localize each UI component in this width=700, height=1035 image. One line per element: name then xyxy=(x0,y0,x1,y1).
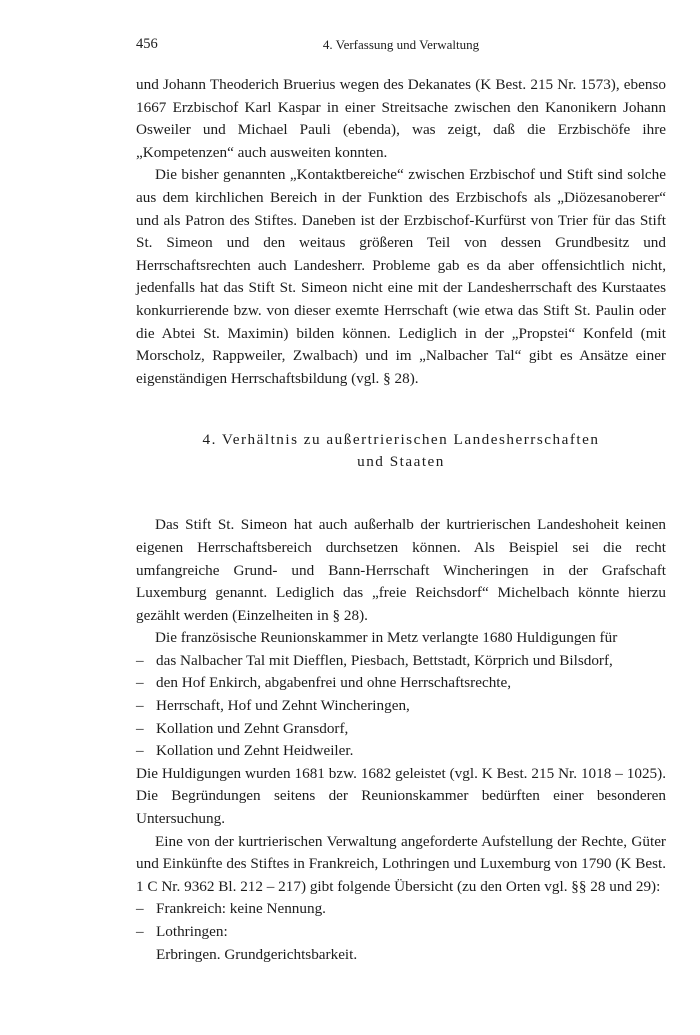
list-item-text: Frankreich: keine Nennung. xyxy=(156,900,326,918)
list-item xyxy=(136,650,666,673)
dash-bullet: – xyxy=(136,719,144,737)
paragraph: Die bisher genannten „Kontaktbereiche“ zwischen Erzbischof und Stift sind solche aus dem kirchlichen Bereich in der Funktion des Erzbischofs als „Diözesanoberer“ und als Patron des Stiftes. Daneben ist der Erzbischof-Kurfürst von Trier für das Stift St. Simeon und den weitaus größeren Teil von dessen Grundbesitz und Herrschaftsrechten auch Landesherr. Probleme gab es da aber offensichtlich nicht, jedenfalls hat das Stift St. Simeon nicht eine mit der Landesherrschaft des Kurstaates konkurrierende bzw. von dieser exemte Herrschaft (wie etwa das Stift St. Paulin oder die Abtei St. Maximin) bilden können. Lediglich in der „Propstei“ Konfeld (mit Morscholz, Rappweiler, Zwalbach) und im „Nalbacher Tal“ gibt es Ansätze einer eigenständigen Herrschaftsbildung (vgl. § 28). xyxy=(136,166,666,387)
dash-bullet: – xyxy=(136,900,144,918)
list-item-text: Kollation und Zehnt Gransdorf, xyxy=(156,719,349,737)
running-head: 4. Verfassung und Verwaltung xyxy=(322,37,480,52)
section-heading-line: und Staaten xyxy=(357,453,445,471)
paragraph: Das Stift St. Simeon hat auch außerhalb der kurtrierischen Landeshoheit keinen eigenen Herrschaftsbereich durchsetzen können. Als Beispiel sei die recht umfangreiche Grund- und Bann-Herrschaft Wincheringen in der Grafschaft Luxemburg genannt. Lediglich das „freie Reichsdorf“ Michelbach könnte hierzu gezählt werden (Einzelheiten in § 28). xyxy=(136,516,666,624)
paragraph: Die französische Reunionskammer in Metz verlangte 1680 Huldigungen für xyxy=(155,629,618,647)
page-number: 456 xyxy=(136,36,158,52)
list-item xyxy=(136,672,666,695)
body-text xyxy=(136,74,666,966)
dash-bullet: – xyxy=(136,923,144,940)
section-heading-line: 4. Verhältnis zu außertrierischen Landesherrschaften xyxy=(202,431,600,449)
list-item xyxy=(136,921,666,944)
list-item-text: Lothringen: xyxy=(156,923,228,940)
paragraph: Eine von der kurtrierischen Verwaltung angeforderte Aufstellung der Rechte, Güter und Einkünfte des Stiftes in Frankreich, Lothringen und Luxemburg von 1790 (K Best. 1 C Nr. 9362 Bl. 212 – 217) gibt folgende Übersicht (zu den Orten vgl. §§ 28 und 29): xyxy=(136,832,666,895)
list-item xyxy=(136,695,666,718)
overview-list xyxy=(136,898,666,943)
paragraph: Die Huldigungen wurden 1681 bzw. 1682 geleistet (vgl. K Best. 215 Nr. 1018 – 1025). Die Begründungen seitens der Reunionskammer bedürften einer besonderen Untersuchung. xyxy=(136,764,666,828)
section-heading xyxy=(136,429,666,473)
list-item xyxy=(136,898,666,921)
list-item-text: Kollation und Zehnt Heidweiler. xyxy=(156,742,354,760)
list-item-text: das Nalbacher Tal mit Diefflen, Piesbach, Bettstadt, Körprich und Bilsdorf, xyxy=(156,651,613,669)
list-item-continuation: Erbringen. Grundgerichtsbarkeit. xyxy=(156,945,358,963)
list-item xyxy=(136,718,666,741)
list-item xyxy=(136,740,666,763)
dash-bullet: – xyxy=(136,674,144,692)
book-page xyxy=(136,36,666,966)
page-header xyxy=(136,36,666,58)
paragraph-continuation: und Johann Theoderich Bruerius wegen des Dekanates (K Best. 215 Nr. 1573), ebenso 1667 Erzbischof Karl Kaspar in einer Streitsache zwischen den Kanonikern Johann Osweiler und Michael Pauli (ebenda), was zeigt, daß die Erzbischöfe ihre „Kompetenzen“ auch ausweiten konnten. xyxy=(136,76,666,161)
dash-bullet: – xyxy=(136,742,144,760)
dash-bullet: – xyxy=(136,697,144,715)
reunion-list xyxy=(136,650,666,763)
list-item-text: Herrschaft, Hof und Zehnt Wincheringen, xyxy=(156,697,410,715)
dash-bullet: – xyxy=(136,651,144,669)
list-item-text: den Hof Enkirch, abgabenfrei und ohne Herrschaftsrechte, xyxy=(156,674,512,692)
